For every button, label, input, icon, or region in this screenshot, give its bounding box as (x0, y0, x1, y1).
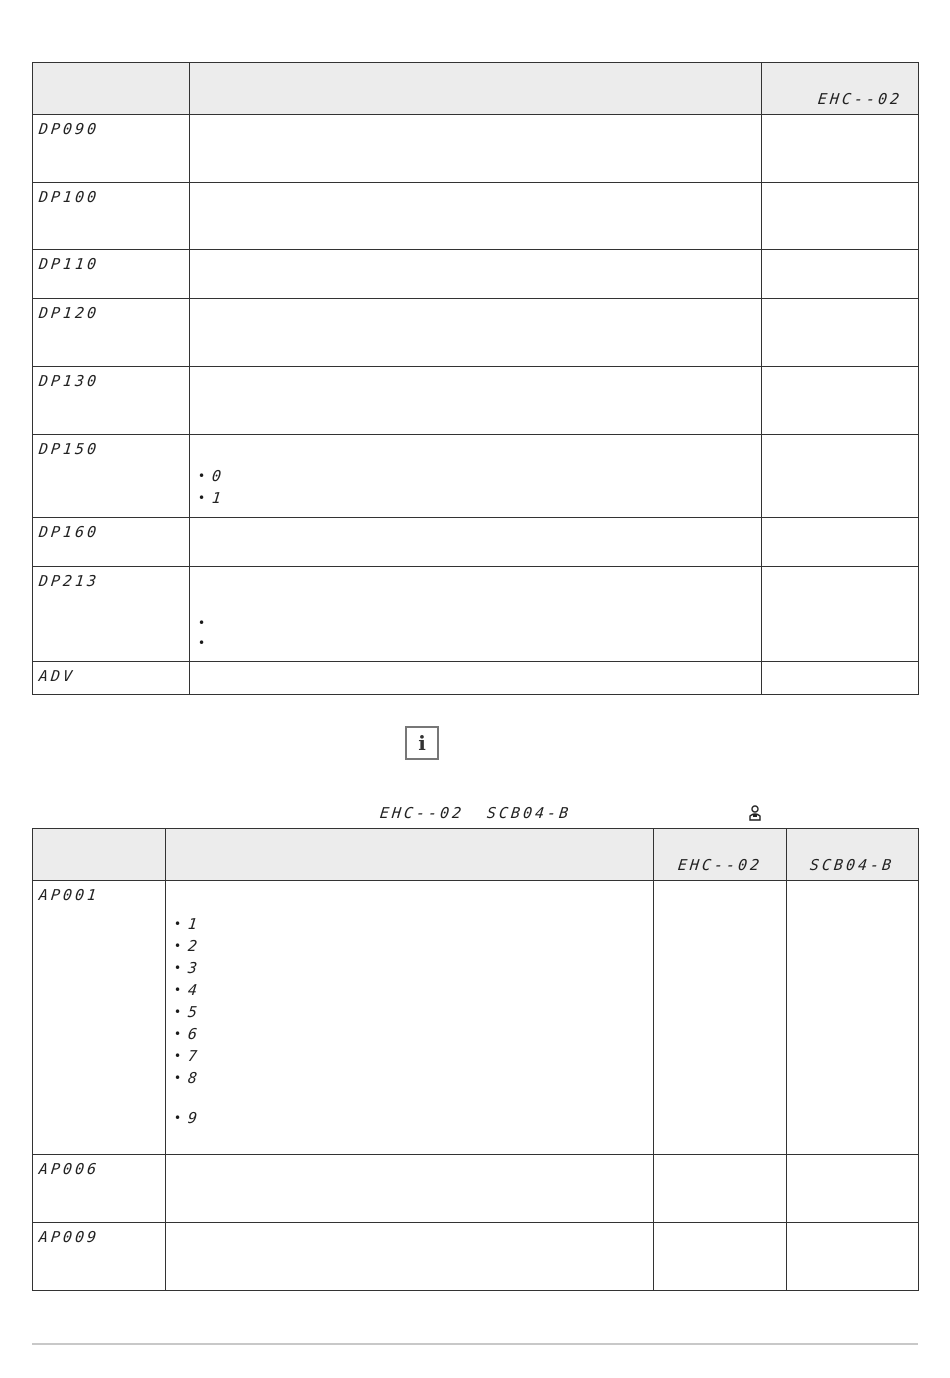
description-cell (190, 662, 762, 695)
parameter-code: DP110 (38, 255, 101, 273)
scb-value-cell (787, 1155, 919, 1223)
value-cell (762, 567, 919, 662)
table-row (33, 299, 919, 367)
list-item (174, 957, 653, 979)
header-scb-label: SCB04-B (809, 856, 896, 874)
table-row (33, 367, 919, 435)
code-cell (33, 662, 190, 695)
value-cell (762, 299, 919, 367)
code-cell (33, 115, 190, 183)
list-item (198, 465, 761, 487)
table-row (33, 1223, 919, 1291)
table-row (33, 567, 919, 662)
scb-value-cell (787, 1223, 919, 1291)
ehc-value-cell (654, 881, 787, 1155)
parameter-code: DP213 (38, 572, 101, 590)
code-cell (33, 435, 190, 518)
table-row (33, 183, 919, 250)
list-item (174, 979, 653, 1001)
footer-divider (32, 1343, 918, 1345)
parameter-code: ADV (38, 667, 77, 685)
list-item (198, 487, 761, 509)
header-value-cell (762, 63, 919, 115)
info-glyph: i (418, 731, 426, 755)
option-list (174, 913, 653, 1129)
list-item (174, 935, 653, 957)
caption-ehc-code: EHC--02 (379, 804, 466, 822)
option-value: 1 (187, 915, 201, 933)
table-row (33, 1155, 919, 1223)
code-cell (33, 518, 190, 567)
header-description-cell (190, 63, 762, 115)
description-cell (166, 1223, 654, 1291)
list-item (198, 633, 761, 653)
value-cell (762, 115, 919, 183)
list-item (174, 1001, 653, 1023)
table-row (33, 518, 919, 567)
option-value: 5 (187, 1003, 201, 1021)
description-cell (190, 518, 762, 567)
table-header-row (33, 63, 919, 115)
list-item (174, 1107, 653, 1129)
code-cell (33, 1223, 166, 1291)
option-value: 0 (211, 467, 225, 485)
header-code-cell (33, 829, 166, 881)
option-value: 2 (187, 937, 201, 955)
description-cell (190, 115, 762, 183)
header-ehc-label: EHC--02 (676, 856, 764, 874)
parameter-table-ap (32, 828, 919, 1291)
code-cell (33, 1155, 166, 1223)
table-row (33, 250, 919, 299)
value-cell (762, 183, 919, 250)
code-cell (33, 183, 190, 250)
parameter-code: DP130 (38, 372, 101, 390)
value-cell (762, 662, 919, 695)
header-description-cell (166, 829, 654, 881)
table-row (33, 881, 919, 1155)
table-header-row (33, 829, 919, 881)
header-ehc-label: EHC--02 (816, 90, 903, 108)
option-value: 4 (187, 981, 201, 999)
value-cell (762, 518, 919, 567)
description-cell (190, 250, 762, 299)
list-item (174, 913, 653, 935)
user-installer-icon (748, 805, 762, 821)
code-cell (33, 367, 190, 435)
parameter-code: DP160 (38, 523, 101, 541)
list-item (174, 1023, 653, 1045)
option-value: 7 (187, 1047, 201, 1065)
parameter-code: AP006 (38, 1160, 101, 1178)
value-cell (762, 367, 919, 435)
parameter-code: DP120 (38, 304, 101, 322)
value-cell (762, 250, 919, 299)
option-list (198, 465, 761, 509)
parameter-code: DP090 (38, 120, 101, 138)
table-caption (380, 803, 590, 822)
list-item (198, 613, 761, 633)
table-row (33, 115, 919, 183)
code-cell (33, 299, 190, 367)
option-value: 9 (187, 1109, 201, 1127)
header-ehc-cell (654, 829, 787, 881)
header-code-cell (33, 63, 190, 115)
header-scb-cell (787, 829, 919, 881)
description-cell (166, 881, 654, 1155)
scb-value-cell (787, 881, 919, 1155)
code-cell (33, 250, 190, 299)
parameter-table-dp (32, 62, 919, 695)
value-cell (762, 435, 919, 518)
description-cell (190, 299, 762, 367)
parameter-code: DP150 (38, 440, 101, 458)
table-row (33, 435, 919, 518)
option-value: 6 (187, 1025, 201, 1043)
option-value: 8 (187, 1069, 201, 1087)
info-icon (405, 726, 439, 760)
ehc-value-cell (654, 1155, 787, 1223)
list-item (174, 1067, 653, 1089)
code-cell (33, 567, 190, 662)
description-cell (190, 567, 762, 662)
ehc-value-cell (654, 1223, 787, 1291)
description-cell (166, 1155, 654, 1223)
parameter-code: DP100 (38, 188, 101, 206)
option-value: 3 (187, 959, 201, 977)
description-cell (190, 367, 762, 435)
code-cell (33, 881, 166, 1155)
description-cell (190, 435, 762, 518)
option-list (198, 613, 761, 653)
table-row (33, 662, 919, 695)
list-item (174, 1045, 653, 1067)
description-cell (190, 183, 762, 250)
parameter-code: AP009 (38, 1228, 101, 1246)
caption-scb-code: SCB04-B (486, 804, 573, 822)
option-value: 1 (211, 489, 225, 507)
parameter-code: AP001 (38, 886, 101, 904)
